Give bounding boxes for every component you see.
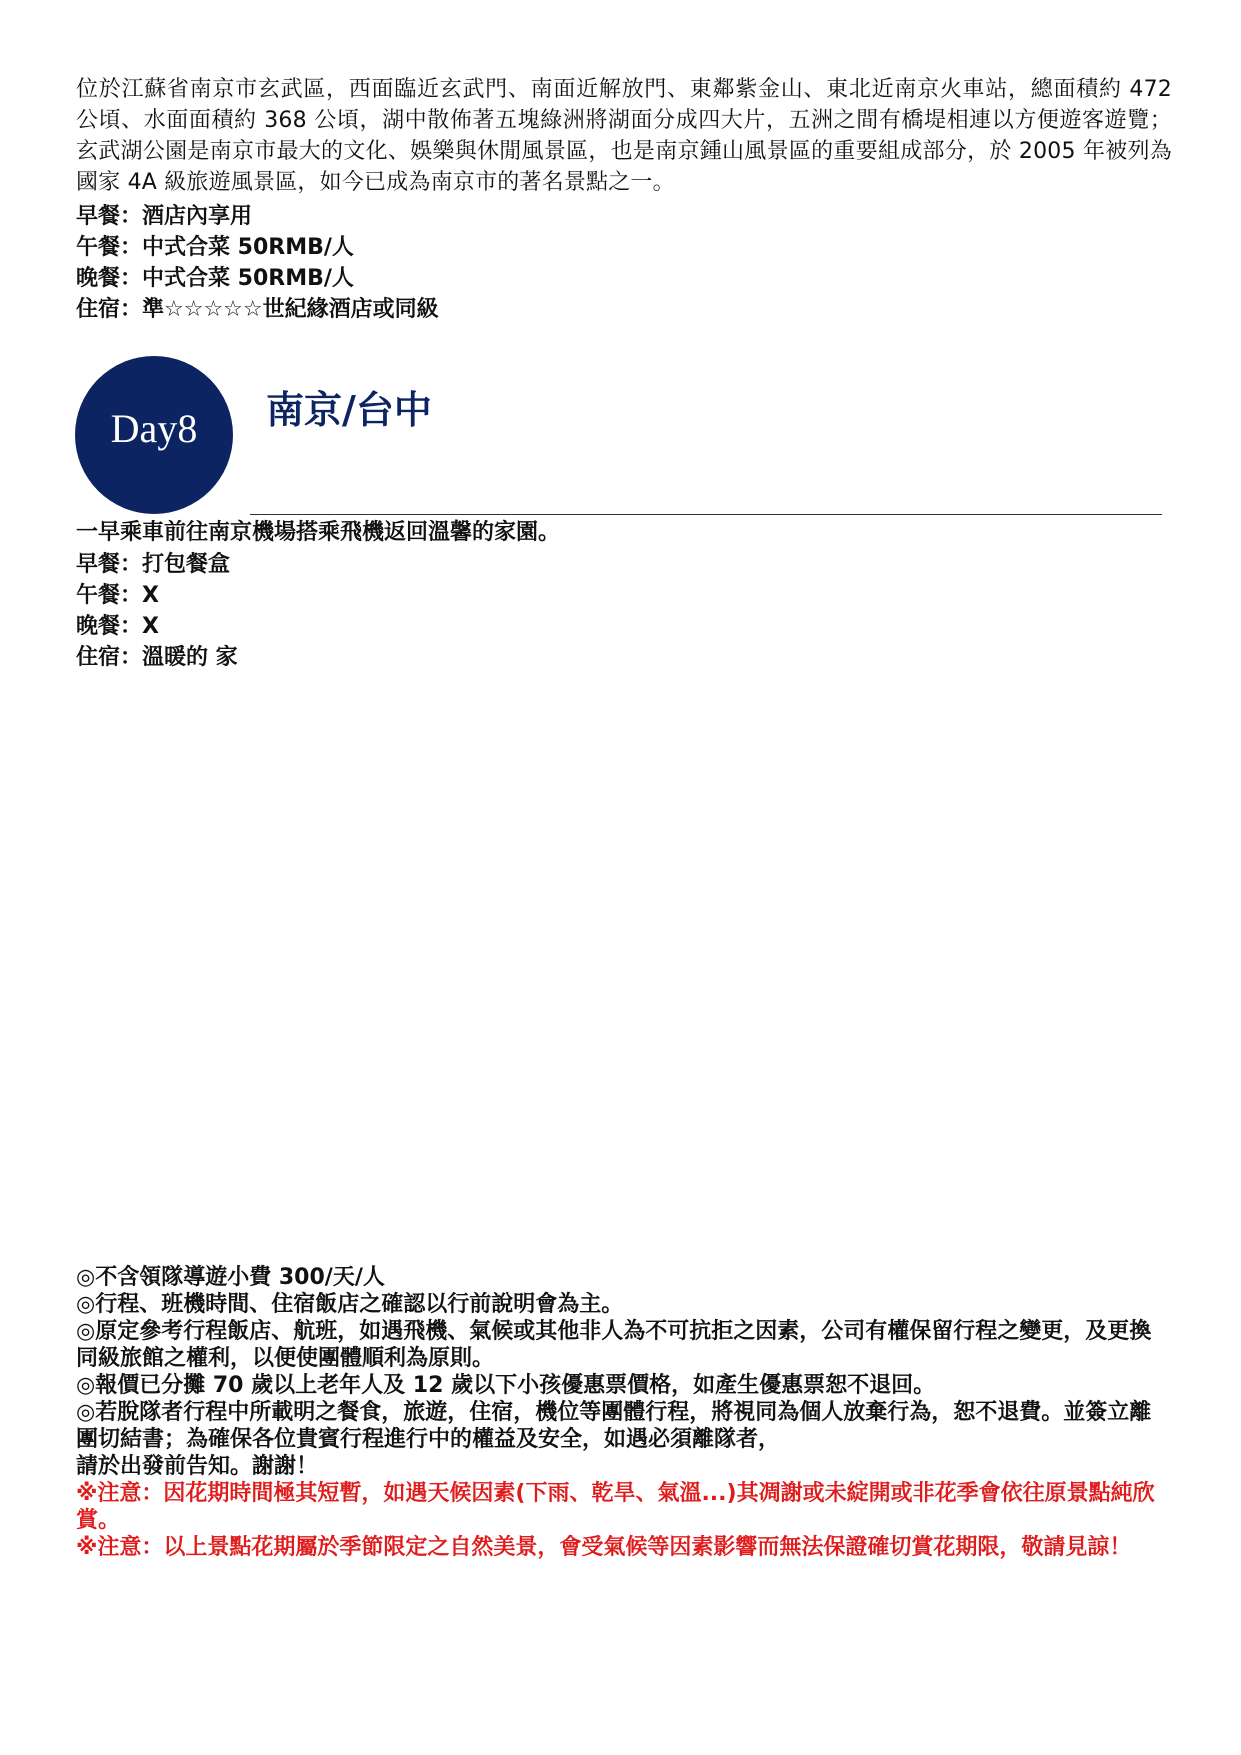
day8-divider [250, 514, 1162, 515]
note-confirmation: ◎行程、班機時間、住宿飯店之確認以行前說明會為主。 [76, 1292, 624, 1317]
day8-description: 一早乘車前往南京機場搭乘飛機返回溫馨的家園。 [76, 520, 561, 545]
note-tip: ◎不含領隊導遊小費 300/天/人 [76, 1265, 385, 1290]
day8-lunch: 午餐：X [76, 583, 159, 608]
day7-hotel: 住宿：準☆☆☆☆☆世紀緣酒店或同級 [76, 297, 439, 322]
warning-flower-season: ※注意：以上景點花期屬於季節限定之自然美景，會受氣候等因素影響而無法保證確切賞花期限，敬請見諒！ [76, 1535, 1132, 1560]
day8-meal-list [76, 549, 776, 673]
warning-flower-weather: ※注意：因花期時間極其短暫，如遇天候因素(下雨、乾旱、氣溫...)其凋謝或未綻開或非花季會依往原景點純欣賞。 [76, 1481, 1155, 1533]
note-leave-group: ◎若脫隊者行程中所載明之餐食，旅遊，住宿，機位等團體行程，將視同為個人放棄行為，恕不退費。並簽立離團切結書；為確保各位貴賓行程進行中的權益及安全，如遇必須離隊者， [76, 1400, 1152, 1452]
note-discount: ◎報價已分攤 70 歲以上老年人及 12 歲以下小孩優惠票價格，如產生優惠票恕不退回。 [76, 1373, 936, 1398]
day8-dinner: 晚餐：X [76, 614, 159, 639]
day8-badge: Day8 [75, 356, 233, 514]
note-changes: ◎原定參考行程飯店、航班，如遇飛機、氣候或其他非人為不可抗拒之因素，公司有權保留行程之變更，及更換同級旅館之權利，以便使團體順利為原則。 [76, 1319, 1152, 1371]
day8-breakfast: 早餐：打包餐盒 [76, 552, 231, 577]
notes-list [76, 1264, 1172, 1561]
day7-lunch: 午餐：中式合菜 50RMB/人 [76, 235, 354, 260]
day7-meal-list [76, 201, 776, 325]
day8-title: 南京/台中 [266, 388, 432, 432]
day7-breakfast: 早餐：酒店內享用 [76, 204, 253, 229]
day7-dinner: 晚餐：中式合菜 50RMB/人 [76, 266, 354, 291]
note-notify: 請於出發前告知。謝謝！ [76, 1454, 319, 1479]
day7-description: 位於江蘇省南京市玄武區，西面臨近玄武門、南面近解放門、東鄰紫金山、東北近南京火車站，總面積約 472 公頃、水面面積約 368 公頃，湖中散佈著五塊綠洲將湖面分成四大片，五洲之間有橋堤相連以方便遊客遊覽；玄武湖公園是南京市最大的文化、娛樂與休閒風景區，也是南京鍾山風景區的重要組成部分，於 2005 年被列為國家 4A 級旅遊風景區，如今已成為南京市的著名景點之一。 [76, 77, 1172, 195]
day8-hotel: 住宿：溫暖的 家 [76, 645, 238, 670]
